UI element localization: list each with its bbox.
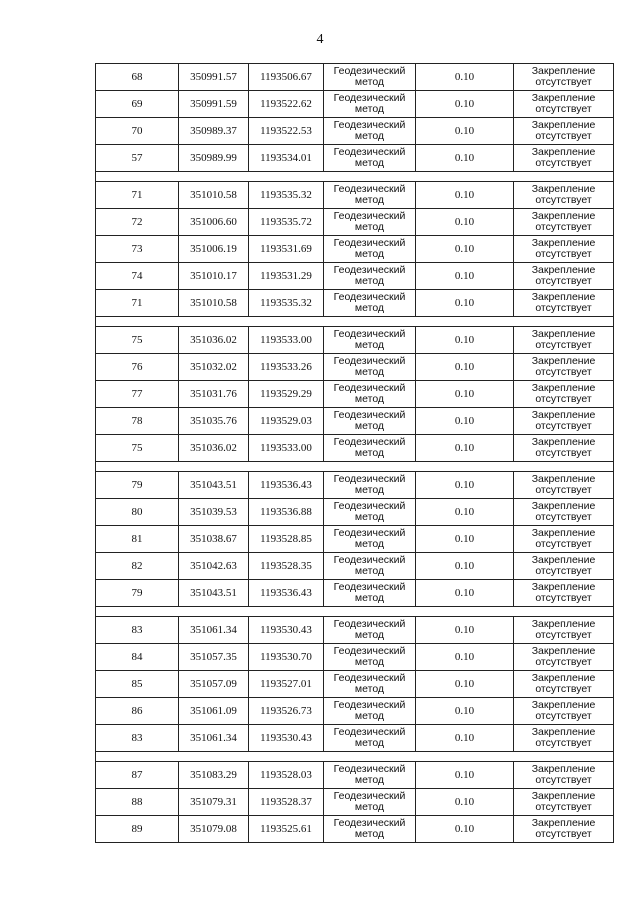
table-row [96, 526, 614, 553]
method-cell: Геодезический метод [324, 263, 416, 290]
fixing-cell: Закрепление отсутствует [514, 118, 614, 145]
point-number-cell: 71 [96, 290, 179, 317]
group-separator-row [96, 462, 614, 472]
y-coordinate-cell: 1193535.72 [249, 209, 324, 236]
table-row [96, 472, 614, 499]
fixing-cell: Закрепление отсутствует [514, 354, 614, 381]
accuracy-cell: 0.10 [416, 762, 514, 789]
table-row [96, 64, 614, 91]
y-coordinate-cell: 1193528.03 [249, 762, 324, 789]
method-cell: Геодезический метод [324, 327, 416, 354]
y-coordinate-cell: 1193528.85 [249, 526, 324, 553]
fixing-cell: Закрепление отсутствует [514, 435, 614, 462]
accuracy-cell: 0.10 [416, 553, 514, 580]
x-coordinate-cell: 351043.51 [179, 472, 249, 499]
point-number-cell: 84 [96, 644, 179, 671]
method-cell: Геодезический метод [324, 64, 416, 91]
table-row [96, 354, 614, 381]
method-cell: Геодезический метод [324, 725, 416, 752]
method-cell: Геодезический метод [324, 580, 416, 607]
accuracy-cell: 0.10 [416, 617, 514, 644]
group-separator-cell [96, 607, 614, 617]
y-coordinate-cell: 1193530.43 [249, 617, 324, 644]
y-coordinate-cell: 1193530.70 [249, 644, 324, 671]
accuracy-cell: 0.10 [416, 327, 514, 354]
y-coordinate-cell: 1193529.03 [249, 408, 324, 435]
x-coordinate-cell: 351061.34 [179, 725, 249, 752]
accuracy-cell: 0.10 [416, 526, 514, 553]
table-row [96, 762, 614, 789]
table-row [96, 789, 614, 816]
x-coordinate-cell: 351010.58 [179, 290, 249, 317]
x-coordinate-cell: 351083.29 [179, 762, 249, 789]
y-coordinate-cell: 1193530.43 [249, 725, 324, 752]
method-cell: Геодезический метод [324, 644, 416, 671]
fixing-cell: Закрепление отсутствует [514, 327, 614, 354]
y-coordinate-cell: 1193528.37 [249, 789, 324, 816]
point-number-cell: 81 [96, 526, 179, 553]
point-number-cell: 69 [96, 91, 179, 118]
fixing-cell: Закрепление отсутствует [514, 580, 614, 607]
fixing-cell: Закрепление отсутствует [514, 290, 614, 317]
y-coordinate-cell: 1193527.01 [249, 671, 324, 698]
coordinates-table [95, 63, 614, 843]
y-coordinate-cell: 1193526.73 [249, 698, 324, 725]
point-number-cell: 85 [96, 671, 179, 698]
point-number-cell: 75 [96, 327, 179, 354]
point-number-cell: 88 [96, 789, 179, 816]
fixing-cell: Закрепление отсутствует [514, 644, 614, 671]
y-coordinate-cell: 1193533.00 [249, 435, 324, 462]
table-row [96, 381, 614, 408]
table-row [96, 408, 614, 435]
accuracy-cell: 0.10 [416, 381, 514, 408]
method-cell: Геодезический метод [324, 381, 416, 408]
point-number-cell: 73 [96, 236, 179, 263]
point-number-cell: 89 [96, 816, 179, 843]
table-row [96, 725, 614, 752]
method-cell: Геодезический метод [324, 671, 416, 698]
accuracy-cell: 0.10 [416, 408, 514, 435]
method-cell: Геодезический метод [324, 553, 416, 580]
fixing-cell: Закрепление отсутствует [514, 617, 614, 644]
method-cell: Геодезический метод [324, 236, 416, 263]
x-coordinate-cell: 351061.34 [179, 617, 249, 644]
y-coordinate-cell: 1193525.61 [249, 816, 324, 843]
fixing-cell: Закрепление отсутствует [514, 816, 614, 843]
point-number-cell: 83 [96, 725, 179, 752]
x-coordinate-cell: 351057.35 [179, 644, 249, 671]
fixing-cell: Закрепление отсутствует [514, 698, 614, 725]
accuracy-cell: 0.10 [416, 472, 514, 499]
fixing-cell: Закрепление отсутствует [514, 182, 614, 209]
method-cell: Геодезический метод [324, 698, 416, 725]
table-row [96, 236, 614, 263]
accuracy-cell: 0.10 [416, 182, 514, 209]
table-row [96, 816, 614, 843]
accuracy-cell: 0.10 [416, 209, 514, 236]
y-coordinate-cell: 1193531.69 [249, 236, 324, 263]
x-coordinate-cell: 351006.60 [179, 209, 249, 236]
accuracy-cell: 0.10 [416, 118, 514, 145]
point-number-cell: 68 [96, 64, 179, 91]
y-coordinate-cell: 1193531.29 [249, 263, 324, 290]
accuracy-cell: 0.10 [416, 290, 514, 317]
group-separator-row [96, 752, 614, 762]
method-cell: Геодезический метод [324, 816, 416, 843]
x-coordinate-cell: 351079.08 [179, 816, 249, 843]
y-coordinate-cell: 1193536.43 [249, 580, 324, 607]
method-cell: Геодезический метод [324, 435, 416, 462]
accuracy-cell: 0.10 [416, 671, 514, 698]
method-cell: Геодезический метод [324, 499, 416, 526]
method-cell: Геодезический метод [324, 617, 416, 644]
point-number-cell: 80 [96, 499, 179, 526]
point-number-cell: 86 [96, 698, 179, 725]
x-coordinate-cell: 350991.57 [179, 64, 249, 91]
x-coordinate-cell: 351057.09 [179, 671, 249, 698]
y-coordinate-cell: 1193528.35 [249, 553, 324, 580]
fixing-cell: Закрепление отсутствует [514, 408, 614, 435]
table-row [96, 617, 614, 644]
y-coordinate-cell: 1193522.62 [249, 91, 324, 118]
fixing-cell: Закрепление отсутствует [514, 671, 614, 698]
fixing-cell: Закрепление отсутствует [514, 209, 614, 236]
table-row [96, 209, 614, 236]
y-coordinate-cell: 1193529.29 [249, 381, 324, 408]
accuracy-cell: 0.10 [416, 435, 514, 462]
x-coordinate-cell: 351035.76 [179, 408, 249, 435]
x-coordinate-cell: 351079.31 [179, 789, 249, 816]
accuracy-cell: 0.10 [416, 236, 514, 263]
method-cell: Геодезический метод [324, 762, 416, 789]
group-separator-row [96, 607, 614, 617]
group-separator-row [96, 317, 614, 327]
x-coordinate-cell: 351061.09 [179, 698, 249, 725]
point-number-cell: 79 [96, 472, 179, 499]
x-coordinate-cell: 351010.17 [179, 263, 249, 290]
table-row [96, 499, 614, 526]
accuracy-cell: 0.10 [416, 725, 514, 752]
group-separator-cell [96, 752, 614, 762]
coordinates-table-body [96, 64, 614, 843]
fixing-cell: Закрепление отсутствует [514, 145, 614, 172]
table-row [96, 263, 614, 290]
group-separator-cell [96, 172, 614, 182]
point-number-cell: 76 [96, 354, 179, 381]
accuracy-cell: 0.10 [416, 91, 514, 118]
table-row [96, 91, 614, 118]
fixing-cell: Закрепление отсутствует [514, 499, 614, 526]
fixing-cell: Закрепление отсутствует [514, 236, 614, 263]
y-coordinate-cell: 1193522.53 [249, 118, 324, 145]
point-number-cell: 75 [96, 435, 179, 462]
method-cell: Геодезический метод [324, 526, 416, 553]
accuracy-cell: 0.10 [416, 698, 514, 725]
method-cell: Геодезический метод [324, 118, 416, 145]
y-coordinate-cell: 1193535.32 [249, 182, 324, 209]
fixing-cell: Закрепление отсутствует [514, 381, 614, 408]
point-number-cell: 83 [96, 617, 179, 644]
fixing-cell: Закрепление отсутствует [514, 762, 614, 789]
accuracy-cell: 0.10 [416, 354, 514, 381]
fixing-cell: Закрепление отсутствует [514, 91, 614, 118]
point-number-cell: 72 [96, 209, 179, 236]
fixing-cell: Закрепление отсутствует [514, 64, 614, 91]
point-number-cell: 79 [96, 580, 179, 607]
fixing-cell: Закрепление отсутствует [514, 553, 614, 580]
point-number-cell: 77 [96, 381, 179, 408]
table-row [96, 553, 614, 580]
method-cell: Геодезический метод [324, 472, 416, 499]
y-coordinate-cell: 1193533.26 [249, 354, 324, 381]
point-number-cell: 78 [96, 408, 179, 435]
accuracy-cell: 0.10 [416, 816, 514, 843]
x-coordinate-cell: 350989.37 [179, 118, 249, 145]
x-coordinate-cell: 350991.59 [179, 91, 249, 118]
fixing-cell: Закрепление отсутствует [514, 725, 614, 752]
table-row [96, 671, 614, 698]
page-number: 4 [316, 32, 324, 47]
table-row [96, 145, 614, 172]
method-cell: Геодезический метод [324, 182, 416, 209]
x-coordinate-cell: 351039.53 [179, 499, 249, 526]
x-coordinate-cell: 351036.02 [179, 435, 249, 462]
point-number-cell: 57 [96, 145, 179, 172]
fixing-cell: Закрепление отсутствует [514, 789, 614, 816]
y-coordinate-cell: 1193536.88 [249, 499, 324, 526]
group-separator-cell [96, 317, 614, 327]
table-row [96, 580, 614, 607]
y-coordinate-cell: 1193535.32 [249, 290, 324, 317]
accuracy-cell: 0.10 [416, 499, 514, 526]
table-row [96, 182, 614, 209]
x-coordinate-cell: 351032.02 [179, 354, 249, 381]
y-coordinate-cell: 1193536.43 [249, 472, 324, 499]
x-coordinate-cell: 351010.58 [179, 182, 249, 209]
accuracy-cell: 0.10 [416, 263, 514, 290]
y-coordinate-cell: 1193533.00 [249, 327, 324, 354]
x-coordinate-cell: 351043.51 [179, 580, 249, 607]
method-cell: Геодезический метод [324, 209, 416, 236]
accuracy-cell: 0.10 [416, 644, 514, 671]
group-separator-row [96, 172, 614, 182]
point-number-cell: 82 [96, 553, 179, 580]
point-number-cell: 71 [96, 182, 179, 209]
method-cell: Геодезический метод [324, 91, 416, 118]
accuracy-cell: 0.10 [416, 789, 514, 816]
method-cell: Геодезический метод [324, 290, 416, 317]
x-coordinate-cell: 351036.02 [179, 327, 249, 354]
table-row [96, 290, 614, 317]
method-cell: Геодезический метод [324, 408, 416, 435]
point-number-cell: 87 [96, 762, 179, 789]
method-cell: Геодезический метод [324, 354, 416, 381]
fixing-cell: Закрепление отсутствует [514, 526, 614, 553]
x-coordinate-cell: 351006.19 [179, 236, 249, 263]
accuracy-cell: 0.10 [416, 145, 514, 172]
point-number-cell: 70 [96, 118, 179, 145]
table-row [96, 698, 614, 725]
x-coordinate-cell: 350989.99 [179, 145, 249, 172]
table-row [96, 327, 614, 354]
x-coordinate-cell: 351038.67 [179, 526, 249, 553]
method-cell: Геодезический метод [324, 789, 416, 816]
x-coordinate-cell: 351031.76 [179, 381, 249, 408]
accuracy-cell: 0.10 [416, 64, 514, 91]
table-row [96, 644, 614, 671]
fixing-cell: Закрепление отсутствует [514, 263, 614, 290]
group-separator-cell [96, 462, 614, 472]
accuracy-cell: 0.10 [416, 580, 514, 607]
point-number-cell: 74 [96, 263, 179, 290]
y-coordinate-cell: 1193534.01 [249, 145, 324, 172]
table-row [96, 435, 614, 462]
y-coordinate-cell: 1193506.67 [249, 64, 324, 91]
method-cell: Геодезический метод [324, 145, 416, 172]
x-coordinate-cell: 351042.63 [179, 553, 249, 580]
fixing-cell: Закрепление отсутствует [514, 472, 614, 499]
table-row [96, 118, 614, 145]
